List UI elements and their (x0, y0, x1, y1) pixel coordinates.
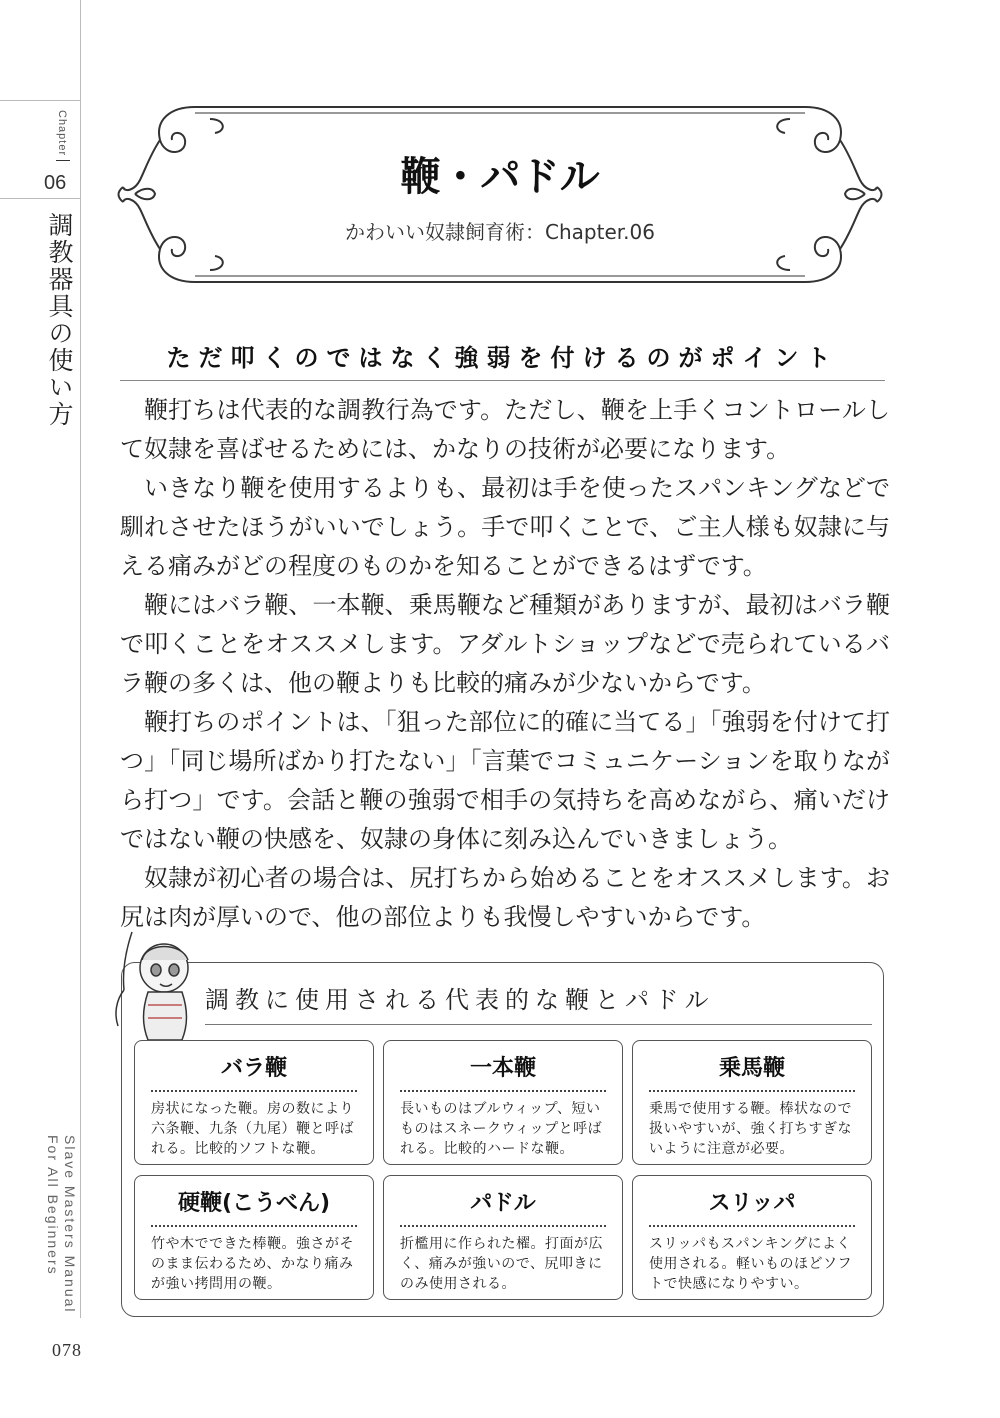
chapter-number: 06 (44, 172, 67, 194)
card-paddle (383, 1175, 623, 1300)
card-description: 房状になった鞭。房の数により六条鞭、九条（九尾）鞭と呼ばれる。比較的ソフトな鞭。 (151, 1101, 354, 1157)
card-divider (151, 1225, 357, 1227)
sidebar-divider (80, 0, 81, 1318)
card-bara-whip (134, 1040, 374, 1165)
card-title: 硬鞭(こうべん) (177, 1191, 331, 1216)
card-title: 乗馬鞭 (718, 1056, 785, 1081)
card-title: スリッパ (708, 1191, 796, 1216)
card-description: 折檻用に作られた櫂。打面が広く、痛みが強いので、尻叩きにのみ使用される。 (400, 1236, 603, 1292)
section-divider (120, 380, 885, 381)
card-divider (649, 1225, 855, 1227)
body-paragraph: いきなり鞭を使用するよりも、最初は手を使ったスパンキングなどで馴れさせたほうがいいでしょう。手で叩くことで、ご主人様も奴隷に与える痛みがどの程度のものかを知ることができるはずです。 (120, 474, 890, 580)
page-title: 鞭・パドル (400, 154, 600, 200)
card-description: 乗馬で使用する鞭。棒状なので扱いやすいが、強く打ちすぎないように注意が必要。 (649, 1101, 852, 1157)
sidebar-top-rule (0, 100, 80, 101)
card-description: 竹や木でできた棒鞭。強さがそのまま伝わるため、かなり痛みが強い拷問用の鞭。 (151, 1236, 354, 1292)
card-description: スリッパもスパンキングによく使用される。軽いものほどソフトで快感になりやすい。 (649, 1236, 852, 1292)
card-description: 長いものはブルウィップ、短いものはスネークウィップと呼ばれる。比較的ハードな鞭。 (400, 1101, 603, 1157)
page-number: 078 (52, 1340, 82, 1360)
card-single-whip (383, 1040, 623, 1165)
info-box-divider (205, 1024, 872, 1025)
sidebar-mid-rule (0, 198, 80, 199)
card-divider (649, 1090, 855, 1092)
card-rod-whip (134, 1175, 374, 1300)
chapter-separator (56, 160, 70, 161)
card-title: バラ鞭 (220, 1056, 287, 1081)
body-paragraph: 鞭打ちは代表的な調教行為です。ただし、鞭を上手くコントロールして奴隷を喜ばせるためには、かなりの技術が必要になります。 (120, 396, 890, 463)
card-divider (400, 1225, 606, 1227)
page-subtitle: かわいい奴隷飼育術：Chapter.06 (345, 220, 655, 244)
info-box-title: 調教に使用される代表的な鞭とパドル (205, 986, 715, 1014)
card-title: パドル (470, 1191, 536, 1216)
section-heading: ただ叩くのではなく強弱を付けるのがポイント (166, 344, 839, 372)
card-slipper (632, 1175, 872, 1300)
chapter-label: Chapter (56, 110, 68, 157)
card-riding-crop (632, 1040, 872, 1165)
card-divider (400, 1090, 606, 1092)
card-title: 一本鞭 (469, 1056, 536, 1081)
body-paragraph: 奴隷が初心者の場合は、尻打ちから始めることをオススメします。お尻は肉が厚いので、他の部位よりも我慢しやすいからです。 (120, 864, 890, 931)
body-text (120, 391, 890, 937)
body-paragraph: 鞭にはバラ鞭、一本鞭、乗馬鞭など種類がありますが、最初はバラ鞭で叩くことをオススメします。アダルトショップなどで売られているバラ鞭の多くは、他の鞭よりも比較的痛みが少ないからです。 (120, 591, 890, 697)
series-title-en: Slave Masters Manual For All Beginners (45, 1135, 78, 1314)
card-divider (151, 1090, 357, 1092)
body-paragraph: 鞭打ちのポイントは、「狙った部位に的確に当てる」「強弱を付けて打つ」「同じ場所ばかり打たない」「言葉でコミュニケーションを取りながら打つ」です。会話と鞭の強弱で相手の気持ちを高めながら、痛いだけではない鞭の快感を、奴隷の身体に刻み込んでいきましょう。 (120, 708, 890, 853)
chapter-title: 調教器具の使い方 (45, 212, 74, 428)
